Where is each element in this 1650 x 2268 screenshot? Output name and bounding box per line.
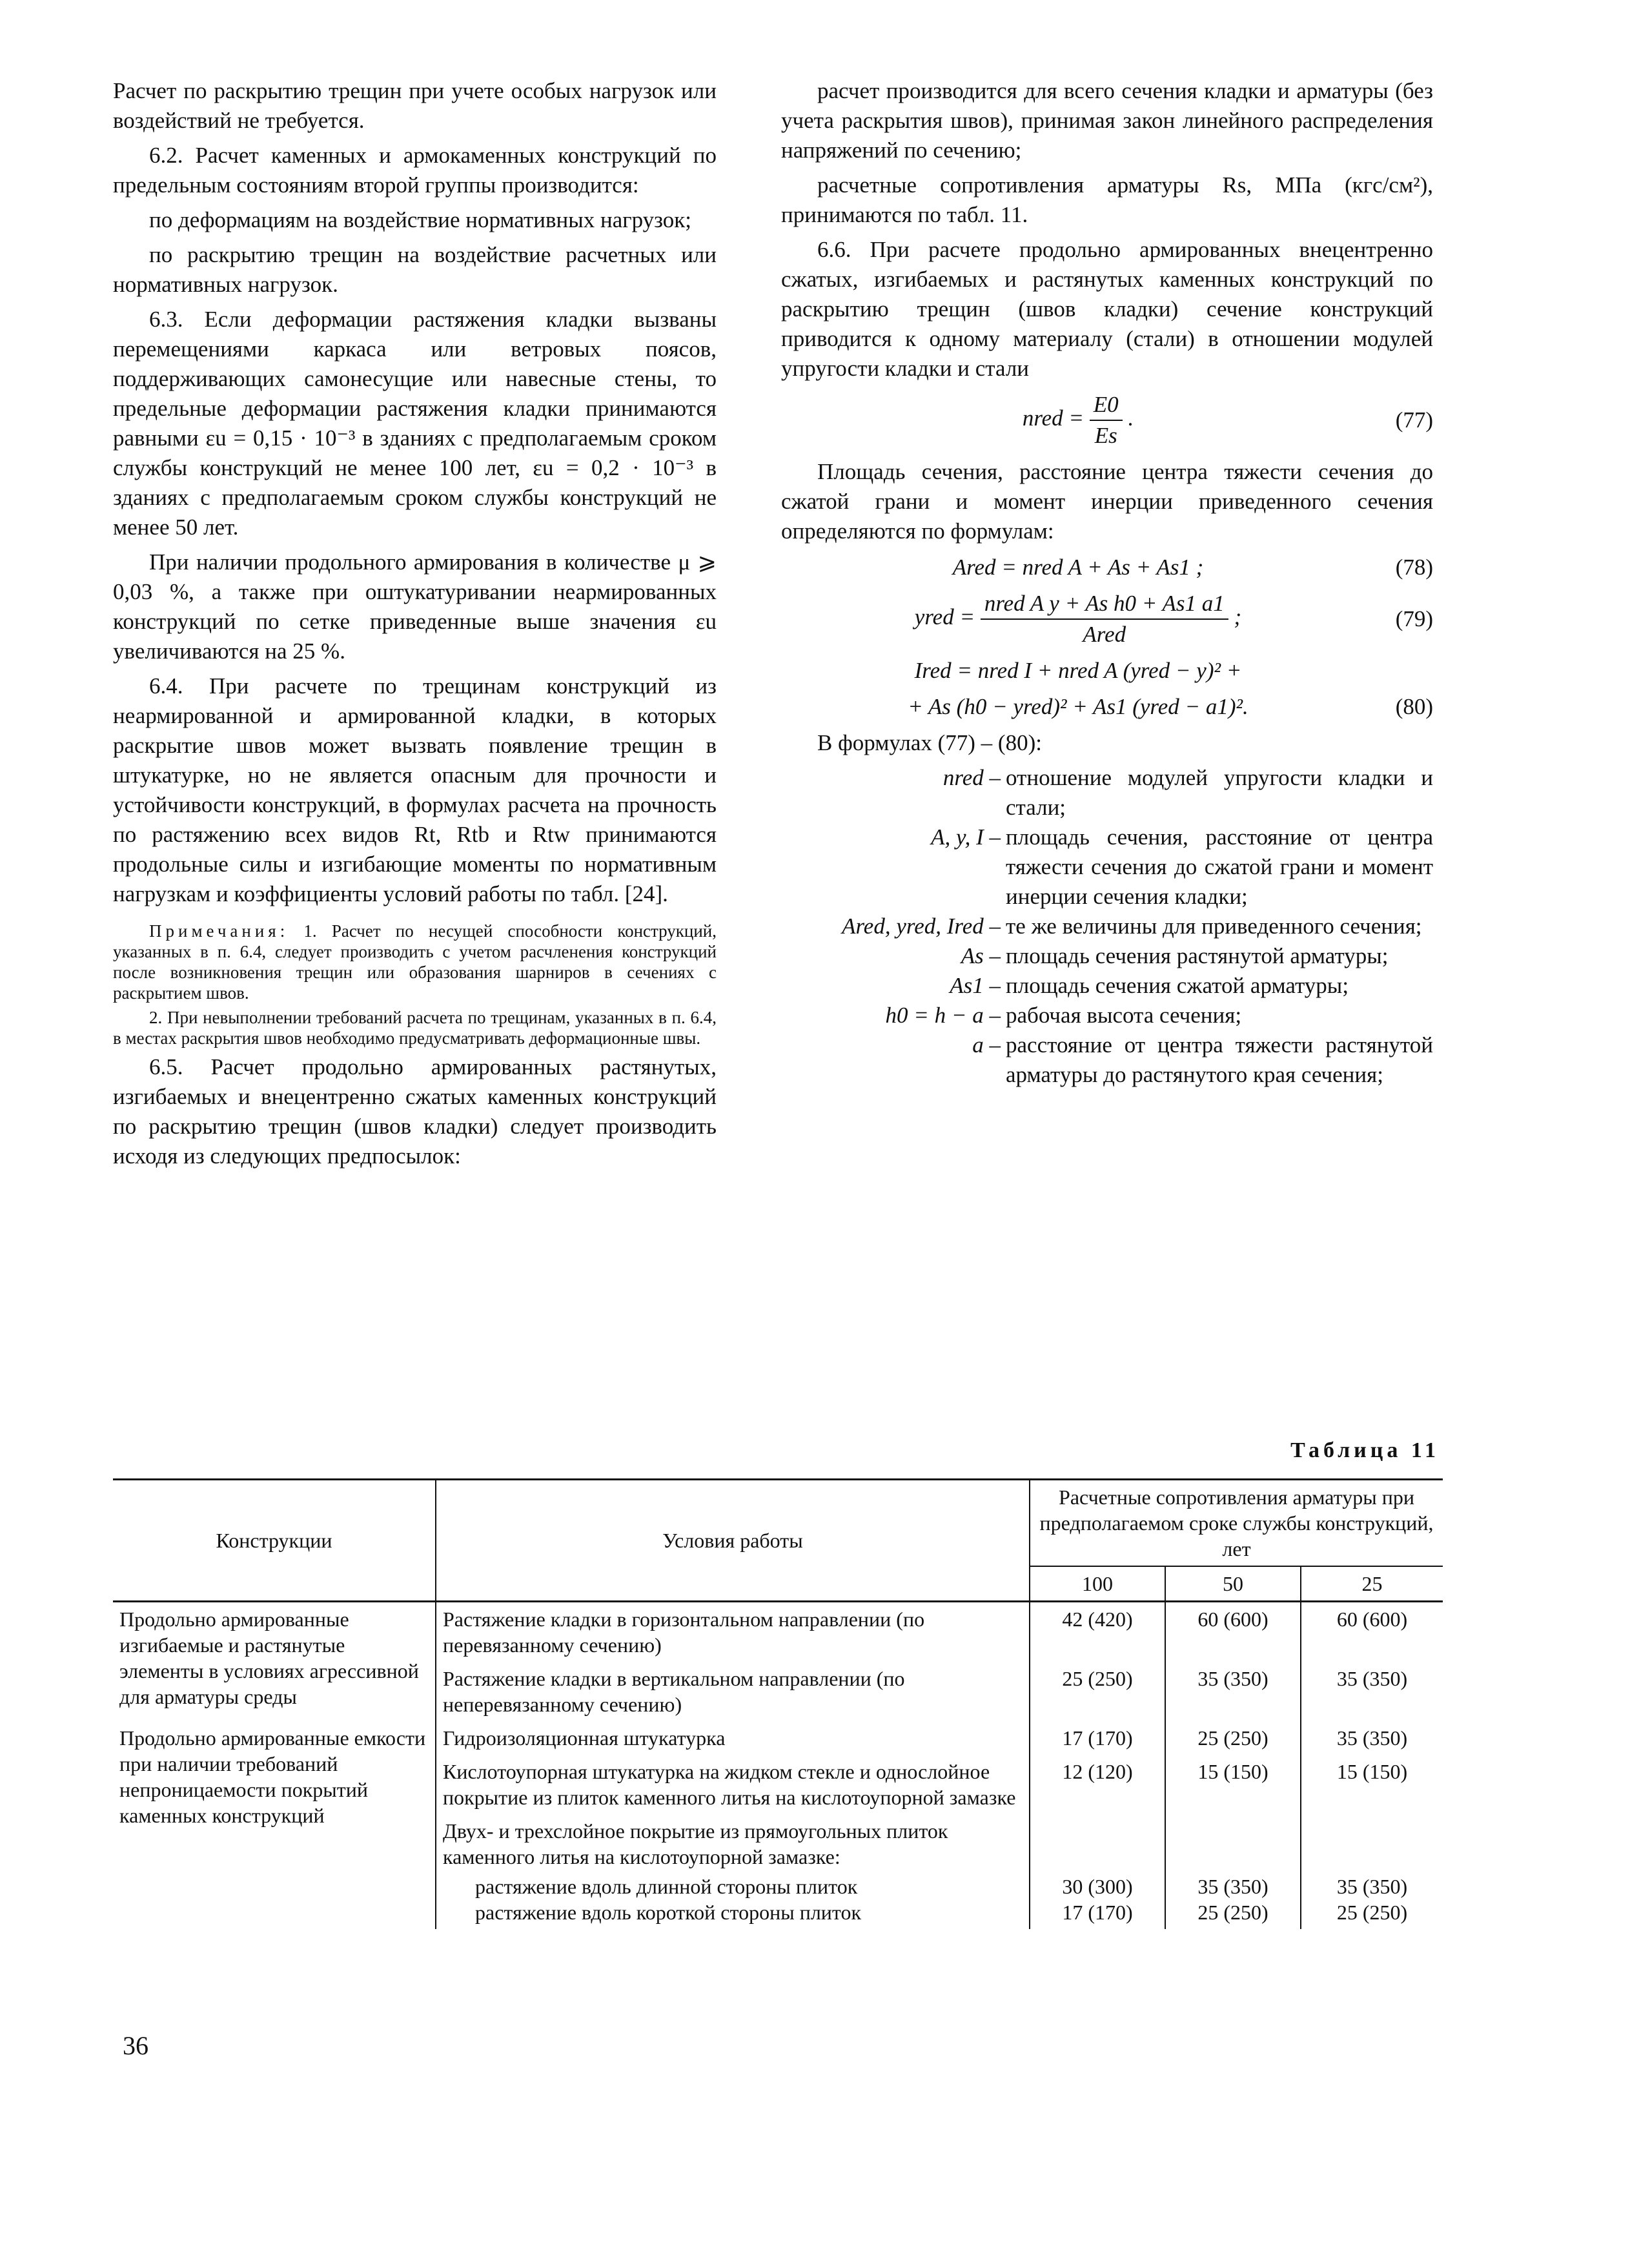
table-caption: Таблица 11	[1290, 1438, 1440, 1462]
fraction-numerator: E0	[1090, 390, 1123, 421]
formula-body: + As (h0 − yred)² + As1 (yred − a1)².	[908, 694, 1248, 719]
formula-tail: .	[1128, 405, 1134, 431]
fraction-denominator: Ared	[1083, 622, 1126, 647]
table-cell: 17 (170)	[1030, 1721, 1165, 1755]
paragraph: 6.5. Расчет продольно армированных растянутых, изгибаемых и внецентренно сжатых каменных конструкций по раскрытию трещин (швов кладки) следует производить исходя из следующих предпосылок:	[113, 1054, 717, 1169]
column-header-construction: Конструкции	[113, 1480, 436, 1602]
table-cell: 30 (300)	[1030, 1874, 1165, 1899]
definitions-intro: В формулах (77) – (80):	[817, 730, 1042, 755]
paragraph: 6.4. При расчете по трещинам конструкций из неармированной и армированной кладки, в которых раскрытие швов может вызвать появление трещин в штукатурке, но не является опасным для прочности и устойчивости конструкций, в формулах расчета на прочность по растяжению всех видов Rt, Rtb и Rtw принимаются продольные силы и изгибающие моменты по нормативным нагрузкам и коэффициенты условий работы по табл. [24].	[113, 673, 717, 906]
table-cell: 17 (170)	[1030, 1899, 1165, 1929]
table-group-label: Продольно армированные изгибаемые и растянутые элементы в условиях агрессивной для арматуры среды	[119, 1608, 419, 1708]
table-cell: 35 (350)	[1165, 1662, 1301, 1721]
formula-number: (80)	[1395, 694, 1433, 719]
definitions-list	[781, 763, 1433, 1090]
table-cell: растяжение вдоль короткой стороны плиток	[436, 1899, 1030, 1929]
column-header-resistance: Расчетные сопротивления арматуры при предполагаемом сроке службы конструкций, лет	[1030, 1480, 1443, 1567]
note-text: 2. При невыполнении требований расчета по трещинам, указанных в п. 6.4, в местах раскрытия швов необходимо предусматривать деформационные швы.	[113, 1008, 717, 1048]
table-cell: Растяжение кладки в вертикальном направлении (по неперевязанному сечению)	[436, 1662, 1030, 1721]
definition-text: отношение модулей упругости кладки и стали;	[1006, 765, 1433, 820]
table-cell	[1030, 1814, 1165, 1874]
notes-block	[113, 921, 717, 1048]
paragraph: расчетные сопротивления арматуры Rs, МПа (кгс/см²), принимаются по табл. 11.	[781, 172, 1433, 227]
formula-77	[781, 390, 1433, 451]
right-column	[781, 76, 1433, 1090]
fraction	[981, 589, 1228, 649]
table-cell: 35 (350)	[1165, 1874, 1301, 1899]
table-cell: 60 (600)	[1165, 1602, 1301, 1662]
table-cell: Растяжение кладки в горизонтальном направлении (по перевязанному сечению)	[436, 1602, 1030, 1662]
paragraph: Площадь сечения, расстояние центра тяжести сечения до сжатой грани и момент инерции приведенного сечения определяются по формулам:	[781, 459, 1433, 544]
fraction-denominator: Es	[1094, 423, 1117, 448]
paragraph: 6.3. Если деформации растяжения кладки вызваны перемещениями каркаса или ветровых поясов, поддерживающих самонесущие или навесные стены, то предельные деформации растяжения кладки принимаются равными εu = 0,15 · 10⁻³ в зданиях с предполагаемым сроком службы конструкций не менее 100 лет, εu = 0,2 · 10⁻³ в зданиях с предполагаемым сроком службы конструкций не менее 50 лет.	[113, 307, 717, 540]
formula-tail: ;	[1234, 604, 1242, 630]
definition-symbol: As –	[961, 943, 1001, 968]
definition-text: площадь сечения растянутой арматуры;	[1006, 943, 1389, 968]
table-cell: 25 (250)	[1165, 1899, 1301, 1929]
fraction-numerator: nred A y + As h0 + As1 a1	[981, 589, 1228, 620]
table-cell	[1165, 1814, 1301, 1874]
definition-symbol: a –	[972, 1032, 1001, 1057]
definition-symbol: Ared, yred, Ired –	[842, 914, 1001, 939]
paragraph: по раскрытию трещин на воздействие расчетных или нормативных нагрузок.	[113, 242, 717, 297]
paragraph: расчет производится для всего сечения кладки и арматуры (без учета раскрытия швов), принимая закон линейного распределения напряжений по сечению;	[781, 78, 1433, 163]
table-cell: 35 (350)	[1301, 1874, 1443, 1899]
definition-symbol: As1 –	[950, 973, 1001, 998]
column-header-year: 50	[1165, 1566, 1301, 1602]
page-number: 36	[123, 2031, 148, 2060]
paragraph: по деформациям на воздействие нормативных нагрузок;	[149, 207, 692, 232]
table-cell: 15 (150)	[1165, 1755, 1301, 1814]
table-cell: 35 (350)	[1301, 1662, 1443, 1721]
paragraph: При наличии продольного армирования в количестве μ ⩾ 0,03 %, а также при оштукатуривании неармированных конструкций по сетке приведенные выше значения εu увеличиваются на 25 %.	[113, 549, 717, 664]
paragraph: 6.6. При расчете продольно армированных внецентренно сжатых, изгибаемых и растянутых каменных конструкций по раскрытию трещин (швов кладки) сечение конструкций приводится к одному материалу (стали) в отношении модулей упругости кладки и стали	[781, 237, 1433, 381]
definition-item	[781, 1001, 1433, 1030]
table-cell: 60 (600)	[1301, 1602, 1443, 1662]
definition-symbol: nred –	[942, 765, 1001, 790]
formula-78	[781, 553, 1433, 582]
formula-lhs: yred =	[914, 604, 975, 630]
definition-item	[781, 941, 1433, 971]
definition-symbol: A, y, I –	[931, 824, 1001, 850]
table-cell: 25 (250)	[1165, 1721, 1301, 1755]
column-header-year: 100	[1030, 1566, 1165, 1602]
table-cell: растяжение вдоль длинной стороны плиток	[436, 1874, 1030, 1899]
table-cell: Кислотоупорная штукатурка на жидком стекле и однослойное покрытие из плиток каменного литья на кислотоупорной замазке	[436, 1755, 1030, 1814]
definition-symbol: h0 = h − a –	[885, 1003, 1001, 1028]
table-cell: 35 (350)	[1301, 1721, 1443, 1755]
formula-number: (79)	[1395, 606, 1433, 631]
definition-text: площадь сечения сжатой арматуры;	[1006, 973, 1349, 998]
table-group-label: Продольно армированные емкости при наличии требований непроницаемости покрытий каменных конструкций	[119, 1726, 426, 1827]
formula-80-line1	[781, 656, 1433, 686]
definition-text: расстояние от центра тяжести растянутой арматуры до растянутого края сечения;	[1006, 1032, 1433, 1087]
table-cell	[1301, 1814, 1443, 1874]
table-row	[113, 1602, 1443, 1662]
definition-text: рабочая высота сечения;	[1006, 1003, 1242, 1028]
definition-text: площадь сечения, расстояние от центра тяжести сечения до сжатой грани и момент инерции сечения кладки;	[1006, 824, 1433, 909]
column-header-year: 25	[1301, 1566, 1443, 1602]
table-cell: 42 (420)	[1030, 1602, 1165, 1662]
table-cell: 25 (250)	[1030, 1662, 1165, 1721]
definition-item	[781, 912, 1433, 941]
formula-body: Ared = nred A + As + As1 ;	[952, 555, 1204, 580]
definition-item	[781, 822, 1433, 912]
formula-80-line2	[781, 692, 1433, 722]
table-cell: 12 (120)	[1030, 1755, 1165, 1814]
table-cell: 25 (250)	[1301, 1899, 1443, 1929]
paragraph: Расчет по раскрытию трещин при учете особых нагрузок или воздействий не требуется.	[113, 78, 717, 133]
column-header-conditions: Условия работы	[436, 1480, 1030, 1602]
table-cell: Двух- и трехслойное покрытие из прямоугольных плиток каменного литья на кислотоупорной замазке:	[436, 1814, 1030, 1874]
table-row	[113, 1721, 1443, 1755]
formula-79	[781, 589, 1433, 649]
fraction	[1090, 390, 1123, 451]
paragraph: 6.2. Расчет каменных и армокаменных конструкций по предельным состояниям второй группы производится:	[113, 143, 717, 198]
left-column	[113, 76, 717, 1176]
formula-number: (78)	[1395, 555, 1433, 580]
definition-item	[781, 971, 1433, 1001]
definition-text: те же величины для приведенного сечения;	[1006, 914, 1422, 939]
notes-label: Примечания:	[149, 921, 289, 941]
table-cell: Гидроизоляционная штукатурка	[436, 1721, 1030, 1755]
formula-body: Ired = nred I + nred A (yred − y)² +	[914, 658, 1242, 683]
formula-lhs: nred =	[1022, 405, 1085, 431]
formula-number: (77)	[1395, 407, 1433, 433]
data-table	[113, 1478, 1443, 1929]
note-text: 1. Расчет по несущей способности конструкций, указанных в п. 6.4, следует производить с учетом расчленения конструкций после возникновения трещин или образования шарниров в сечениях с раскрытием швов.	[113, 921, 717, 1003]
definition-item	[781, 763, 1433, 822]
table-cell: 15 (150)	[1301, 1755, 1443, 1814]
definition-item	[781, 1030, 1433, 1090]
